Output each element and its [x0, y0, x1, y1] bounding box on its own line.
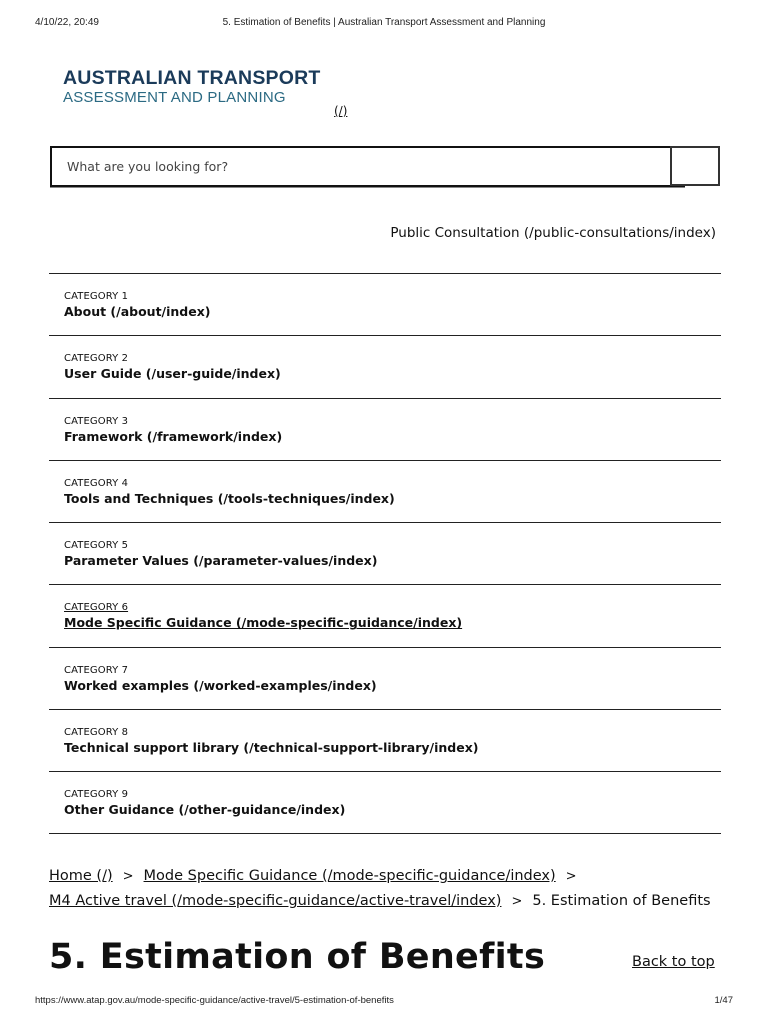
breadcrumb-current: 5. Estimation of Benefits: [532, 893, 711, 909]
breadcrumb-separator: >: [511, 894, 523, 909]
search-button[interactable]: [670, 146, 720, 186]
category-label: CATEGORY 6: [64, 602, 129, 614]
category-link[interactable]: Other Guidance (/other-guidance/index): [64, 802, 346, 818]
category-item-tools-techniques[interactable]: [49, 460, 721, 522]
category-link[interactable]: About (/about/index): [64, 304, 211, 319]
category-link[interactable]: Worked examples (/worked-examples/index): [64, 677, 377, 693]
category-item-about[interactable]: [49, 273, 721, 335]
category-item-technical-support-library[interactable]: [49, 709, 721, 771]
public-consultation-link[interactable]: Public Consultation (/public-consultations/index): [390, 225, 716, 241]
page-title: 5. Estimation of Benefits: [49, 937, 546, 977]
category-link[interactable]: Tools and Techniques (/tools-techniques/index): [64, 490, 395, 506]
category-label: CATEGORY 8: [64, 727, 129, 739]
search-input[interactable]: [50, 146, 685, 187]
breadcrumb-separator: >: [122, 869, 134, 884]
category-link[interactable]: Mode Specific Guidance (/mode-specific-guidance/index): [64, 615, 463, 631]
logo-line-1: AUSTRALIAN TRANSPORT: [63, 67, 321, 89]
print-page-number: 1/47: [714, 995, 733, 1006]
home-link[interactable]: (/): [334, 104, 348, 118]
category-item-framework[interactable]: [49, 398, 721, 460]
category-label: CATEGORY 9: [64, 789, 129, 801]
category-item-worked-examples[interactable]: [49, 647, 721, 709]
category-label: CATEGORY 4: [64, 477, 129, 489]
category-item-parameter-values[interactable]: [49, 522, 721, 584]
print-page-title: 5. Estimation of Benefits | Australian Transport Assessment and Planning: [222, 17, 546, 28]
category-item-mode-specific-guidance[interactable]: [49, 584, 721, 646]
category-label: CATEGORY 5: [64, 540, 129, 552]
category-link[interactable]: Technical support library (/technical-support-library/index): [64, 740, 479, 756]
category-nav: [49, 273, 721, 834]
breadcrumb: [49, 864, 739, 914]
category-label: CATEGORY 1: [64, 291, 129, 302]
category-item-other-guidance[interactable]: [49, 771, 721, 833]
print-url: https://www.atap.gov.au/mode-specific-guidance/active-travel/5-estimation-of-benefits: [35, 995, 394, 1006]
logo-line-2: ASSESSMENT AND PLANNING: [63, 89, 286, 106]
back-to-top-link[interactable]: Back to top: [632, 954, 715, 970]
category-link[interactable]: User Guide (/user-guide/index): [64, 366, 281, 382]
print-footer: [0, 995, 768, 1009]
category-label: CATEGORY 2: [64, 353, 129, 365]
site-logo[interactable]: [63, 67, 321, 106]
breadcrumb-active-travel[interactable]: M4 Active travel (/mode-specific-guidance/active-travel/index): [49, 893, 502, 909]
breadcrumb-home[interactable]: Home (/): [49, 868, 113, 884]
breadcrumb-mode-specific-guidance[interactable]: Mode Specific Guidance (/mode-specific-guidance/index): [143, 868, 556, 884]
breadcrumb-separator: >: [565, 869, 577, 884]
category-item-user-guide[interactable]: [49, 335, 721, 397]
print-datetime: 4/10/22, 20:49: [35, 17, 99, 28]
category-link[interactable]: Framework (/framework/index): [64, 428, 283, 444]
category-label: CATEGORY 3: [64, 415, 129, 427]
category-link[interactable]: Parameter Values (/parameter-values/index): [64, 553, 378, 569]
category-label: CATEGORY 7: [64, 664, 129, 676]
search-bar: [50, 146, 720, 187]
print-header: [0, 17, 768, 31]
